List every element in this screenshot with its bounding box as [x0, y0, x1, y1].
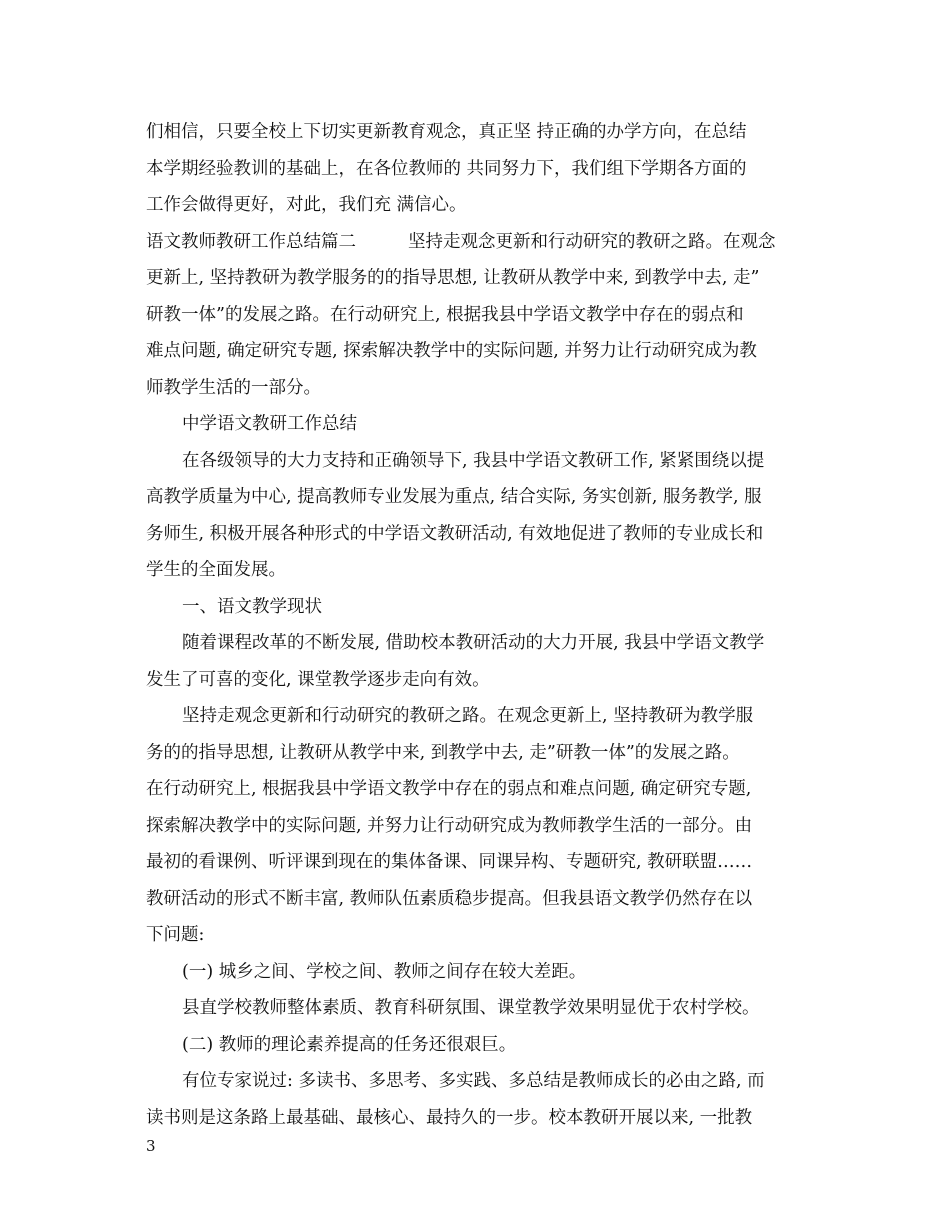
paragraph-line: 发生了可喜的变化, 课堂教学逐步走向有效。 — [146, 669, 490, 690]
section-two-heading-row — [146, 224, 806, 261]
paragraph-line: 务的的指导思想, 让教研从教学中来, 到教学中去, 走”研教一体”的发展之路。 — [146, 742, 740, 763]
page-number: 3 — [146, 1137, 156, 1155]
paragraph-line: 最初的看课例、听评课到现在的集体备课、同课异构、专题研究, 教研联盟…… — [146, 852, 753, 872]
document-subtitle: 中学语文教研工作总结 — [182, 414, 357, 434]
paragraph-line: 务师生, 积极开展各种形式的中学语文教研活动, 有效地促进了教师的专业成长和 — [146, 523, 764, 544]
paragraph-line: 高教学质量为中心, 提高教师专业发展为重点, 结合实际, 务实创新, 服务教学, 服 — [146, 487, 762, 507]
paragraph-line: 下问题: — [146, 925, 205, 945]
section-two-first-line: 坚持走观念更新和行动研究的教研之路。在观念 — [408, 231, 776, 252]
section-two-title: 语文教师教研工作总结篇二 — [146, 231, 356, 252]
paragraph-line: 师教学生活的一部分。 — [146, 377, 321, 398]
paragraph-line: 探索解决教学中的实际问题, 并努力让行动研究成为教师教学生活的一部分。由 — [146, 815, 753, 836]
paragraph-line: 教研活动的形式不断丰富, 教师队伍素质稳步提高。但我县语文教学仍然存在以 — [146, 888, 753, 909]
paragraph-line: 更新上, 坚持教研为教学服务的的指导思想, 让教研从教学中来, 到教学中去, 走” — [146, 268, 760, 288]
paragraph-line: 在各级领导的大力支持和正确领导下, 我县中学语文教研工作, 紧紧围绕以提 — [182, 450, 765, 471]
section-heading: 一、语文教学现状 — [182, 596, 322, 617]
paragraph-line: 随着课程改革的不断发展, 借助校本教研活动的大力开展, 我县中学语文教学 — [182, 633, 765, 653]
paragraph-line: 在行动研究上, 根据我县中学语文教学中存在的弱点和难点问题, 确定研究专题, — [146, 779, 752, 799]
paragraph-line: 们相信，只要全校上下切实更新教育观念，真正坚 持正确的办学方向，在总结 — [146, 122, 747, 142]
paragraph-line: 难点问题, 确定研究专题, 探索解决教学中的实际问题, 并努力让行动研究成为教 — [146, 341, 757, 361]
paragraph-line: 坚持走观念更新和行动研究的教研之路。在观念更新上, 坚持教研为教学服 — [182, 706, 754, 726]
paragraph-line: 本学期经验教训的基础上，在各位教师的 共同努力下，我们组下学期各方面的 — [146, 158, 747, 179]
paragraph-line: 有位专家说过: 多读书、多思考、多实践、多总结是教师成长的必由之路, 而 — [182, 1071, 765, 1091]
paragraph-line: 学生的全面发展。 — [146, 560, 286, 580]
paragraph-line: 县直学校教师整体素质、教育科研氛围、课堂教学效果明显优于农村学校。 — [182, 998, 760, 1018]
paragraph-line: 研教一体”的发展之路。在行动研究上, 根据我县中学语文教学中存在的弱点和 — [146, 304, 744, 325]
subsection-heading: (二) 教师的理论素养提高的任务还很艰巨。 — [182, 1034, 517, 1055]
subsection-heading: (一) 城乡之间、学校之间、教师之间存在较大差距。 — [182, 961, 587, 982]
page-body — [146, 114, 806, 1136]
paragraph-line: 工作会做得更好，对此，我们充 满信心。 — [146, 195, 467, 215]
paragraph-line: 读书则是这条路上最基础、最核心、最持久的一步。校本教研开展以来, 一批教 — [146, 1107, 753, 1128]
